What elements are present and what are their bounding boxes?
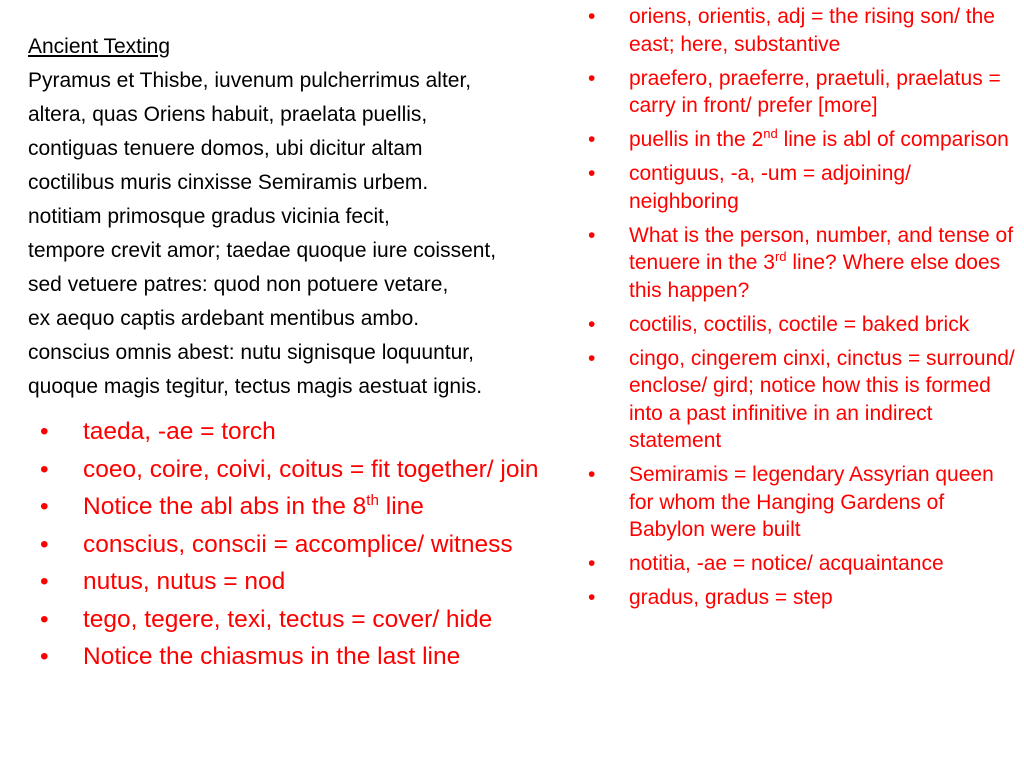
list-item [40,456,600,484]
poem-line-4: coctilibus muris cinxisse Semiramis urbem. [28,171,429,194]
bullet-icon: • [40,418,49,445]
poem-line-6: tempore crevit amor; taedae quoque iure coissent, [28,239,497,262]
bullet-icon: • [588,128,596,151]
page-title: Ancient Texting [28,35,171,58]
note-text: coeo, coire, coivi, coitus = fit together/ join [83,455,539,483]
bullet-icon: • [40,455,49,483]
poem-line-1: Pyramus et Thisbe, iuvenum pulcherrimus alter, [28,69,472,92]
list-item [588,126,1018,154]
note-text: taeda, -ae = torch [83,418,276,445]
bullet-icon: • [40,530,49,558]
poem-line-9: conscius omnis abest: nutu signisque loquuntur, [28,341,474,364]
note-text: conscius, conscii = accomplice/ witness [83,530,513,558]
bullet-icon: • [588,162,596,185]
list-item [588,311,1018,339]
note-text [629,128,1009,151]
list-item [40,531,600,559]
note-text-post: line [378,493,424,520]
note-text [83,493,424,520]
right-vocab-list [588,3,1018,618]
bullet-icon: • [588,586,596,609]
poem-line-2: altera, quas Oriens habuit, praelata puellis, [28,103,428,126]
note-text-pre: puellis in the 2 [629,128,764,151]
poem-line-7: sed vetuere patres: quod non potuere vetare, [28,273,449,296]
note-text-post: line? Where else does this happen? [629,251,1001,302]
bullet-icon: • [588,463,596,486]
bullet-icon: • [588,346,596,370]
poem-line-3: contiguas tenuere domos, ubi dicitur altam [28,137,423,160]
note-text: cingo, cingerem cinxi, cinctus = surround/ enclose/ gird; notice how this is formed into a past infinitive in an indirect statement [629,346,1015,452]
ordinal-suffix: th [366,491,379,509]
note-text: praefero, praeferre, praetuli, praelatus = carry in front/ prefer [more] [629,66,1001,117]
bullet-icon: • [588,66,596,90]
list-item [588,584,1018,612]
note-text-pre: Notice the abl abs in the 8 [83,493,367,520]
note-text: nutus, nutus = nod [83,568,286,595]
poem-line-8: ex aequo captis ardebant mentibus ambo. [28,307,420,330]
list-item [40,568,600,596]
note-text: Notice the chiasmus in the last line [83,643,461,670]
list-item [588,345,1018,455]
latin-text-block [28,30,618,404]
ordinal-suffix: nd [763,126,778,141]
note-text: notitia, -ae = notice/ acquaintance [629,552,944,575]
list-item [588,550,1018,578]
note-text: coctilis, coctilis, coctile = baked brick [629,312,970,336]
note-text: oriens, orientis, adj = the rising son/ the east; here, substantive [629,5,995,56]
list-item [40,418,600,446]
list-item [40,493,600,521]
bullet-icon: • [40,493,49,520]
list-item [588,3,1018,58]
note-text: tego, tegere, texi, tectus = cover/ hide [83,605,493,633]
ordinal-suffix: rd [774,249,787,264]
note-text: Semiramis = legendary Assyrian queen for whom the Hanging Gardens of Babylon were built [629,463,994,541]
note-text: contiguus, -a, -um = adjoining/ neighboring [629,162,911,213]
bullet-icon: • [40,643,49,670]
note-text: gradus, gradus = step [629,586,833,609]
bullet-icon: • [588,312,596,336]
list-item [588,222,1018,305]
poem-line-5: notitiam primosque gradus vicinia fecit, [28,205,390,228]
list-item [40,606,600,634]
bullet-icon: • [588,552,596,575]
list-item [588,160,1018,215]
poem-line-10: quoque magis tegitur, tectus magis aestuat ignis. [28,375,483,398]
list-item [588,461,1018,544]
note-text-post: line is abl of comparison [777,128,1009,151]
bullet-icon: • [40,568,49,595]
list-item [588,65,1018,120]
bullet-icon: • [588,5,596,28]
note-text-pre: What is the person, number, and tense of tenuere in the 3 [629,223,1014,274]
note-text [629,224,1013,302]
bullet-icon: • [40,605,49,633]
bullet-icon: • [588,223,596,247]
list-item [40,643,600,671]
left-vocab-list [40,418,600,681]
